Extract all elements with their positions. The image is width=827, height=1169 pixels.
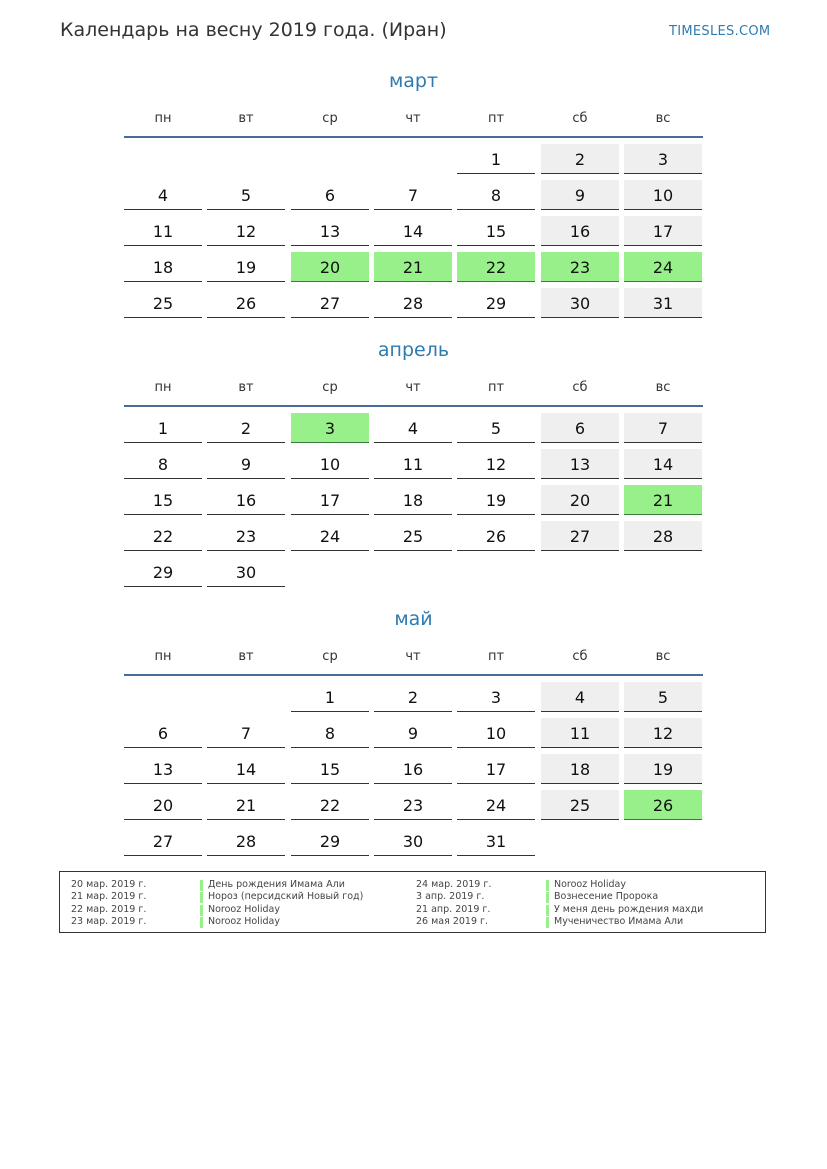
day-cell: 13: [541, 449, 619, 479]
weekday-label: чт: [405, 111, 421, 126]
day-cell: 2: [541, 144, 619, 174]
weekday-label: пн: [154, 111, 172, 126]
legend-color-marker: [200, 905, 203, 916]
day-cell: 18: [124, 252, 202, 282]
day-cell: 7: [207, 718, 285, 748]
day-cell: 8: [291, 718, 369, 748]
day-cell: 29: [291, 826, 369, 856]
holiday-day-cell: 21: [624, 485, 702, 515]
day-cell: 2: [374, 682, 452, 712]
weekday-label: сб: [572, 649, 588, 664]
day-cell: 1: [457, 144, 535, 174]
day-cell: 20: [124, 790, 202, 820]
legend-holiday-name: У меня день рождения махди: [554, 904, 704, 915]
holiday-day-cell: 24: [624, 252, 702, 282]
day-cell: 15: [457, 216, 535, 246]
day-cell: 16: [207, 485, 285, 515]
holiday-day-cell: 26: [624, 790, 702, 820]
weekday-rule: [124, 674, 703, 676]
day-cell: 16: [541, 216, 619, 246]
day-cell: 7: [624, 413, 702, 443]
day-cell: 19: [457, 485, 535, 515]
day-cell: 15: [124, 485, 202, 515]
day-cell: 2: [207, 413, 285, 443]
day-cell: 11: [541, 718, 619, 748]
day-cell: 24: [457, 790, 535, 820]
day-cell: 22: [291, 790, 369, 820]
weekday-label: сб: [572, 380, 588, 395]
day-cell: 8: [457, 180, 535, 210]
day-cell: 7: [374, 180, 452, 210]
site-link[interactable]: TIMESLES.COM: [669, 24, 771, 39]
day-cell: 5: [457, 413, 535, 443]
legend-date: 23 мар. 2019 г.: [71, 916, 147, 927]
weekday-label: вт: [238, 380, 254, 395]
page-title: Календарь на весну 2019 года. (Иран): [60, 19, 447, 41]
weekday-label: чт: [405, 380, 421, 395]
weekday-rule: [124, 136, 703, 138]
day-cell: 16: [374, 754, 452, 784]
day-cell: 17: [624, 216, 702, 246]
day-cell: 19: [624, 754, 702, 784]
day-cell: 18: [374, 485, 452, 515]
day-cell: 22: [124, 521, 202, 551]
weekday-label: пт: [487, 649, 505, 664]
holiday-day-cell: 23: [541, 252, 619, 282]
day-cell: 3: [624, 144, 702, 174]
day-cell: 11: [124, 216, 202, 246]
weekday-label: чт: [405, 649, 421, 664]
day-cell: 30: [207, 557, 285, 587]
holiday-day-cell: 22: [457, 252, 535, 282]
day-cell: 3: [457, 682, 535, 712]
day-cell: 5: [624, 682, 702, 712]
day-cell: 14: [624, 449, 702, 479]
legend-date: 21 мар. 2019 г.: [71, 891, 147, 902]
day-cell: 25: [541, 790, 619, 820]
weekday-rule: [124, 405, 703, 407]
day-cell: 8: [124, 449, 202, 479]
legend-holiday-name: Norooz Holiday: [554, 879, 626, 890]
legend-holiday-name: Вознесение Пророка: [554, 891, 659, 902]
day-cell: 5: [207, 180, 285, 210]
holiday-day-cell: 20: [291, 252, 369, 282]
day-cell: 4: [541, 682, 619, 712]
legend-date: 21 апр. 2019 г.: [416, 904, 491, 915]
legend-holiday-name: Мученичество Имама Али: [554, 916, 684, 927]
day-cell: 15: [291, 754, 369, 784]
day-cell: 10: [457, 718, 535, 748]
day-cell: 29: [124, 557, 202, 587]
day-cell: 24: [291, 521, 369, 551]
weekday-label: ср: [322, 649, 338, 664]
legend-holiday-name: Нороз (персидский Новый год): [208, 891, 364, 902]
day-cell: 25: [374, 521, 452, 551]
legend-date: 24 мар. 2019 г.: [416, 879, 492, 890]
weekday-label: пт: [487, 380, 505, 395]
weekday-label: вс: [655, 649, 671, 664]
day-cell: 9: [374, 718, 452, 748]
day-cell: 13: [291, 216, 369, 246]
day-cell: 11: [374, 449, 452, 479]
day-cell: 28: [374, 288, 452, 318]
day-cell: 6: [124, 718, 202, 748]
day-cell: 13: [124, 754, 202, 784]
weekday-label: пт: [487, 111, 505, 126]
weekday-label: вт: [238, 649, 254, 664]
day-cell: 30: [541, 288, 619, 318]
legend-date: 3 апр. 2019 г.: [416, 891, 485, 902]
weekday-label: сб: [572, 111, 588, 126]
legend-color-marker: [546, 905, 549, 916]
holiday-day-cell: 3: [291, 413, 369, 443]
month-title: март: [388, 70, 439, 92]
day-cell: 19: [207, 252, 285, 282]
day-cell: 29: [457, 288, 535, 318]
day-cell: 27: [291, 288, 369, 318]
day-cell: 10: [624, 180, 702, 210]
legend-holiday-name: День рождения Имама Али: [208, 879, 345, 890]
day-cell: 17: [457, 754, 535, 784]
legend-color-marker: [546, 880, 549, 891]
month-title: апрель: [377, 339, 450, 361]
legend-color-marker: [546, 917, 549, 928]
legend-color-marker: [200, 917, 203, 928]
day-cell: 28: [624, 521, 702, 551]
legend-date: 20 мар. 2019 г.: [71, 879, 147, 890]
day-cell: 6: [291, 180, 369, 210]
weekday-label: ср: [322, 380, 338, 395]
day-cell: 18: [541, 754, 619, 784]
day-cell: 4: [374, 413, 452, 443]
day-cell: 26: [207, 288, 285, 318]
day-cell: 27: [541, 521, 619, 551]
weekday-label: вт: [238, 111, 254, 126]
day-cell: 28: [207, 826, 285, 856]
day-cell: 6: [541, 413, 619, 443]
legend-date: 26 мая 2019 г.: [416, 916, 489, 927]
day-cell: 14: [374, 216, 452, 246]
day-cell: 9: [207, 449, 285, 479]
legend-color-marker: [200, 880, 203, 891]
legend-color-marker: [200, 892, 203, 903]
day-cell: 20: [541, 485, 619, 515]
day-cell: 31: [624, 288, 702, 318]
day-cell: 1: [124, 413, 202, 443]
day-cell: 9: [541, 180, 619, 210]
holiday-day-cell: 21: [374, 252, 452, 282]
legend-color-marker: [546, 892, 549, 903]
day-cell: 12: [207, 216, 285, 246]
day-cell: 26: [457, 521, 535, 551]
weekday-label: вс: [655, 380, 671, 395]
day-cell: 30: [374, 826, 452, 856]
weekday-label: вс: [655, 111, 671, 126]
day-cell: 23: [374, 790, 452, 820]
day-cell: 1: [291, 682, 369, 712]
day-cell: 14: [207, 754, 285, 784]
day-cell: 17: [291, 485, 369, 515]
day-cell: 27: [124, 826, 202, 856]
legend-holiday-name: Norooz Holiday: [208, 916, 280, 927]
day-cell: 12: [624, 718, 702, 748]
day-cell: 25: [124, 288, 202, 318]
day-cell: 31: [457, 826, 535, 856]
legend-date: 22 мар. 2019 г.: [71, 904, 147, 915]
day-cell: 23: [207, 521, 285, 551]
weekday-label: пн: [154, 380, 172, 395]
day-cell: 21: [207, 790, 285, 820]
weekday-label: ср: [322, 111, 338, 126]
month-title: май: [394, 608, 433, 630]
legend-holiday-name: Norooz Holiday: [208, 904, 280, 915]
holiday-legend: [59, 871, 766, 933]
day-cell: 10: [291, 449, 369, 479]
day-cell: 12: [457, 449, 535, 479]
weekday-label: пн: [154, 649, 172, 664]
day-cell: 4: [124, 180, 202, 210]
